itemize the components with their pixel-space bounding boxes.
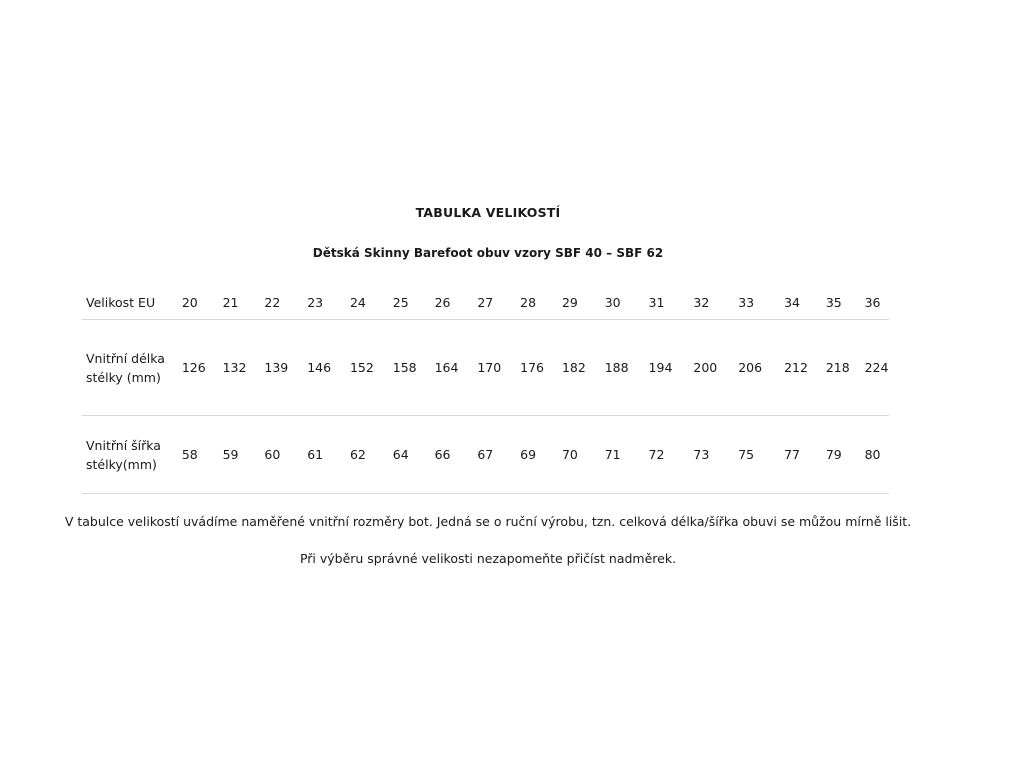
size-table — [82, 285, 889, 494]
row-label-inner-width: Vnitřní šířka stélky(mm) — [86, 437, 161, 472]
table-cell: 32 — [693, 294, 710, 310]
measurement-note: V tabulce velikostí uvádíme naměřené vnitřní rozměry bot. Jedná se o ruční výrobu, tzn. celková délka/šířka obuvi se můžou mírně lišit. — [64, 514, 912, 529]
table-cell: 200 — [693, 360, 718, 375]
table-cell: 36 — [864, 294, 881, 310]
table-cell: 23 — [307, 294, 324, 310]
table-cell: 71 — [604, 447, 621, 462]
table-cell: 158 — [392, 360, 417, 375]
table-row-inner-width — [82, 416, 889, 494]
table-cell: 31 — [648, 294, 665, 310]
table-cell: 33 — [738, 294, 755, 310]
row-label-size-eu: Velikost EU — [86, 294, 156, 310]
table-cell: 73 — [693, 447, 710, 462]
table-cell: 61 — [307, 447, 324, 462]
table-cell: 79 — [825, 447, 842, 462]
table-cell: 35 — [825, 294, 842, 310]
table-cell: 218 — [825, 360, 850, 375]
table-cell: 62 — [349, 447, 366, 462]
table-cell: 24 — [349, 294, 366, 310]
table-cell: 182 — [561, 360, 586, 375]
table-cell: 25 — [392, 294, 409, 310]
table-cell: 66 — [434, 447, 451, 462]
table-cell: 188 — [604, 360, 629, 375]
table-cell: 75 — [738, 447, 755, 462]
page-title: TABULKA VELIKOSTÍ — [415, 205, 561, 220]
table-row-size-eu — [82, 285, 889, 320]
table-cell: 34 — [784, 294, 800, 310]
table-cell: 164 — [434, 360, 459, 375]
table-cell: 176 — [520, 360, 545, 375]
table-cell: 224 — [864, 360, 889, 375]
table-cell: 28 — [520, 294, 537, 310]
table-row-inner-length — [82, 320, 889, 416]
table-cell: 80 — [864, 447, 881, 462]
page-subtitle: Dětská Skinny Barefoot obuv vzory SBF 40 – SBF 62 — [312, 246, 664, 260]
table-cell: 72 — [648, 447, 665, 462]
table-cell: 64 — [392, 447, 409, 462]
table-cell: 126 — [181, 360, 206, 375]
table-cell: 20 — [181, 294, 198, 310]
table-cell: 170 — [477, 360, 502, 375]
table-cell: 139 — [264, 360, 289, 375]
table-cell: 70 — [561, 447, 578, 462]
table-cell: 146 — [307, 360, 332, 375]
allowance-note: Při výběru správné velikosti nezapomeňte přičíst nadměrek. — [299, 551, 677, 566]
row-label-inner-length: Vnitřní délka stélky (mm) — [86, 350, 165, 385]
table-cell: 21 — [222, 294, 239, 310]
table-cell: 29 — [561, 294, 578, 310]
table-cell: 58 — [181, 447, 198, 462]
table-cell: 194 — [648, 360, 673, 375]
table-cell: 69 — [520, 447, 537, 462]
table-cell: 212 — [784, 360, 808, 375]
table-cell: 27 — [477, 294, 494, 310]
table-cell: 59 — [222, 447, 239, 462]
table-cell: 60 — [264, 447, 281, 462]
table-cell: 26 — [434, 294, 451, 310]
table-cell: 67 — [477, 447, 494, 462]
table-cell: 30 — [604, 294, 621, 310]
table-cell: 22 — [264, 294, 281, 310]
table-cell: 77 — [784, 447, 800, 462]
table-cell: 206 — [738, 360, 763, 375]
table-cell: 132 — [222, 360, 247, 375]
table-cell: 152 — [349, 360, 374, 375]
